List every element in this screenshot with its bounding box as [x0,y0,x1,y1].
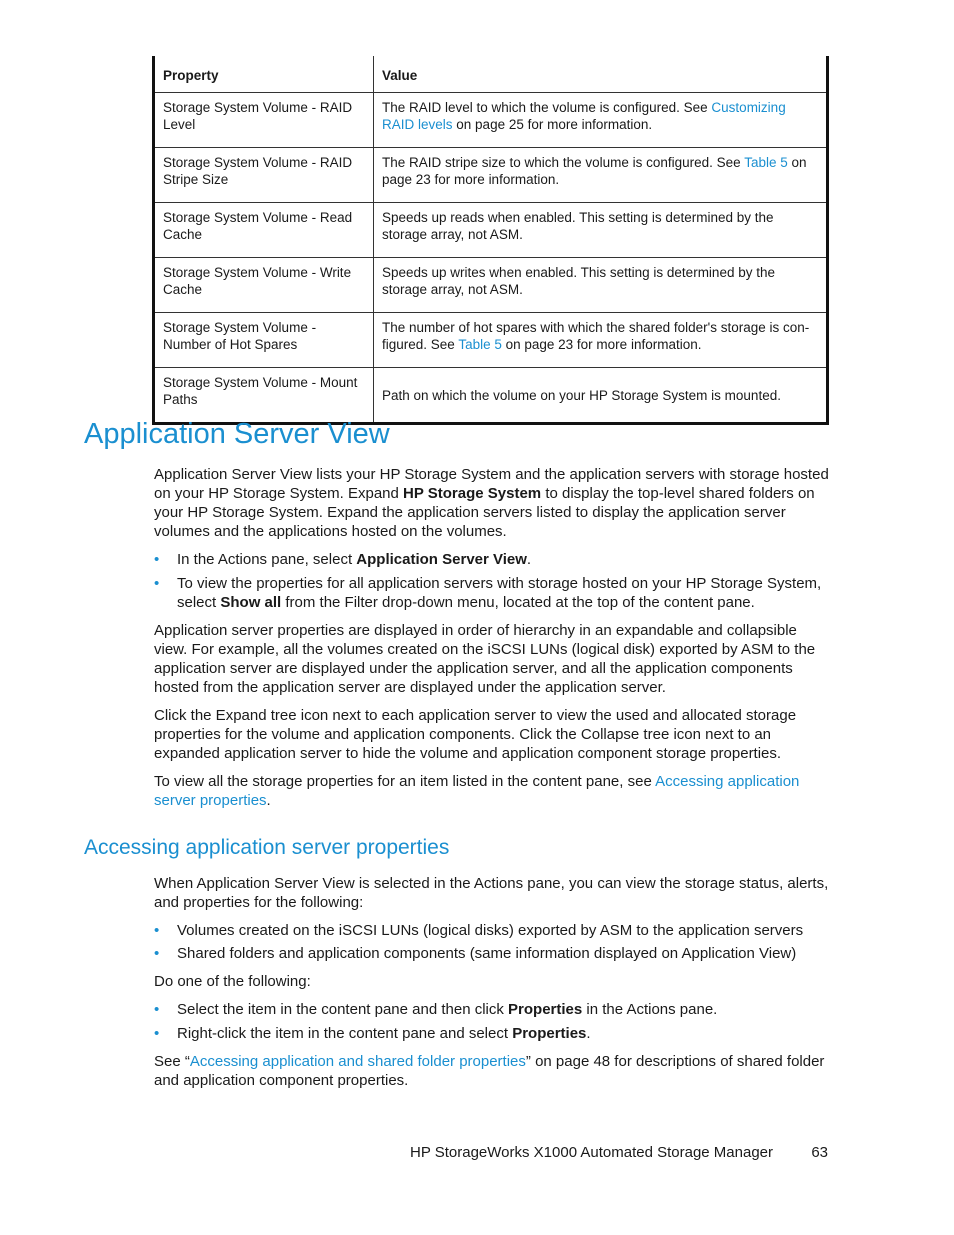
property-cell: Storage System Volume - RAID Stripe Size [154,148,374,203]
bullet-icon: • [154,922,160,939]
property-cell: Storage System Volume - Mount Paths [154,368,374,424]
bullet-icon: • [154,551,160,568]
header-property: Property [154,56,374,93]
table-row [154,148,828,203]
table-5-link[interactable]: Table 5 [744,155,788,170]
accessing-application-server-properties-link[interactable]: Accessing application server properties [154,773,800,809]
bullet-icon: • [154,1001,160,1018]
list-item: • Shared folders and application components (same information displayed on Application View) [154,945,797,962]
hierarchy-paragraph: Application server properties are displayed in order of hierarchy in an expandable and collapsible view. For example, all the volumes created on the iSCSI LUNs (logical disk) exported by ASM to the application server are displayed under the application server, and all the application components hosted from the application server are displayed under the application server. [154,622,816,696]
value-cell: The number of hot spares with which the shared folder's storage is con-figured. See Table 5 on page 23 for more information. [374,313,828,368]
accessing-application-and-shared-folder-properties-link[interactable]: Accessing application and shared folder properties [189,1053,526,1070]
header-value: Value [374,56,828,93]
property-cell: Storage System Volume - Read Cache [154,203,374,258]
view-properties-paragraph: To view all the storage properties for an item listed in the content pane, see Accessing application server properties. [154,773,800,809]
properties-table [152,56,829,425]
value-cell: Speeds up writes when enabled. This setting is determined by the storage array, not ASM. [374,258,828,313]
property-cell: Storage System Volume - RAID Level [154,93,374,148]
value-cell: Speeds up reads when enabled. This setting is determined by the storage array, not ASM. [374,203,828,258]
bullet-icon: • [154,1025,160,1042]
see-also-paragraph: See “Accessing application and shared folder properties” on page 48 for descriptions of shared folder and application component properties. [154,1053,825,1089]
table-row [154,258,828,313]
value-cell: Path on which the volume on your HP Storage System is mounted. [374,368,828,424]
expand-tree-paragraph: Click the Expand tree icon next to each application server to view the used and allocated storage properties for the volume and application components. Click the Collapse tree icon next to an expanded application server to hide the volume and application component storage properties. [154,707,797,762]
value-cell: The RAID level to which the volume is configured. See Customizing RAID levels on page 25 for more information. [374,93,828,148]
table-row [154,203,828,258]
bullet-icon: • [154,575,160,592]
properties-bullet-list [154,921,834,963]
bullet-icon: • [154,945,160,962]
section1-body [154,465,834,810]
table-row [154,368,828,424]
steps-bullet-list [154,1000,834,1043]
table-header-row [154,56,828,93]
value-cell: The RAID stripe size to which the volume is configured. See Table 5 on page 23 for more information. [374,148,828,203]
intro-paragraph: When Application Server View is selected in the Actions pane, you can view the storage status, alerts, and properties for the following: [154,875,829,911]
list-item: • In the Actions pane, select Application Server View. [154,551,532,568]
section2-body [154,874,834,1090]
table-row [154,313,828,368]
property-cell: Storage System Volume - Write Cache [154,258,374,313]
footer-title: HP StorageWorks X1000 Automated Storage Manager [410,1144,773,1161]
actions-bullet-list [154,550,834,612]
customizing-raid-levels-link[interactable]: Customizing RAID levels [382,100,786,132]
section-title-application-server-view: Application Server View [84,418,390,450]
list-item: • Select the item in the content pane and then click Properties in the Actions pane. [154,1001,718,1018]
list-item: • Right-click the item in the content pane and select Properties. [154,1025,591,1042]
table-row [154,93,828,148]
section-title-accessing-properties: Accessing application server properties [84,836,450,859]
property-cell: Storage System Volume - Number of Hot Spares [154,313,374,368]
intro-paragraph: Application Server View lists your HP Storage System and the application servers with storage hosted on your HP Storage System. Expand HP Storage System to display the top-level shared folders on your HP Storage System. Expand the application servers listed to display the application server volumes and the applications hosted on the volumes. [154,466,829,540]
do-one-paragraph: Do one of the following: [154,973,311,990]
page-number: 63 [811,1144,828,1161]
list-item: • To view the properties for all application servers with storage hosted on your HP Storage System, select Show all from the Filter drop-down menu, located at the top of the content pane. [154,575,822,611]
table-5-link[interactable]: Table 5 [458,337,502,352]
list-item: • Volumes created on the iSCSI LUNs (logical disks) exported by ASM to the application servers [154,922,804,939]
